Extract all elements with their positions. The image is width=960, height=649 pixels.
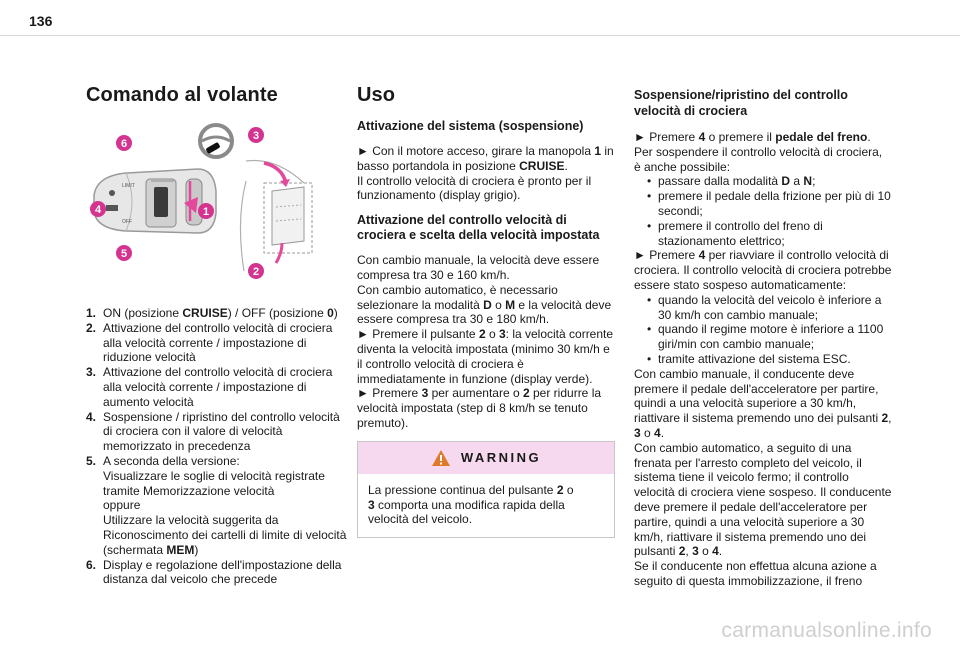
svg-text:4: 4 xyxy=(94,204,102,216)
callout-1 xyxy=(198,203,214,219)
section-title-usage: Uso xyxy=(357,84,396,106)
warning-header xyxy=(358,442,614,474)
cruise-control-figure xyxy=(86,121,348,286)
section-title-steering: Comando al volante xyxy=(86,84,278,106)
control-list xyxy=(86,306,348,587)
heading-suspend-resume: Sospensione/ripristino del controllo velocità di crociera xyxy=(634,88,848,118)
callout-2 xyxy=(248,263,264,279)
heading-activation-speed: Attivazione del controllo velocità di crociera e scelta della velocità impostata xyxy=(357,213,600,243)
svg-text:2: 2 xyxy=(252,266,260,278)
svg-text:3: 3 xyxy=(252,130,260,142)
paragraph: ► Premere 4 o premere il pedale del freno. Per sospendere il controllo velocità di crociera, è anche possibile: xyxy=(634,130,883,174)
list-item: • premere il pedale della frizione per più di 10 secondi; xyxy=(647,189,892,219)
cruise-stalk xyxy=(94,169,216,233)
svg-text:OFF: OFF xyxy=(122,219,132,225)
callout-4 xyxy=(90,201,106,217)
svg-text:6: 6 xyxy=(120,138,128,150)
svg-text:LIMIT: LIMIT xyxy=(122,183,135,189)
list-item: 3. Attivazione del controllo velocità di crociera alla velocità corrente / impostazione di aumento velocità xyxy=(86,365,333,409)
warning-title: WARNING xyxy=(460,450,542,466)
list-item: • passare dalla modalità D a N; xyxy=(647,174,892,189)
list-item: • quando il regime motore è inferiore a 1100 giri/min con cambio manuale; xyxy=(647,322,892,352)
list-item: • quando la velocità del veicolo è inferiore a 30 km/h con cambio manuale; xyxy=(647,293,892,323)
callout-3 xyxy=(248,127,264,143)
paragraph: ► Premere 4 per riavviare il controllo velocità di crociera. Il controllo velocità di crociera potrebbe essere stato sospeso automaticamente: xyxy=(634,248,892,292)
svg-text:1: 1 xyxy=(202,206,210,218)
warning-text: La pressione continua del pulsante 2 o 3 comporta una modifica rapida della velocità del veicolo. xyxy=(368,482,574,527)
warning-box xyxy=(357,441,615,538)
column-steering-control xyxy=(86,84,348,587)
warning-triangle-icon xyxy=(431,449,451,467)
list-item: • premere il controllo del freno di stazionamento elettrico; xyxy=(647,219,892,249)
list-item: 4. Sospensione / ripristino del controllo velocità di crociera con il valore di velocità memorizzato in precedenza xyxy=(86,409,340,454)
paragraph: Con cambio manuale, il conducente deve premere il pedale dell'acceleratore per partire, quindi a una velocità superiore a 30 km/h, riattivare il sistema premendo uno dei pulsanti 2, 3 o 4. Con cambio automatico, a seguito di una frenata per l'arresto completo del veicolo, il sistema tiene il veicolo fermo; il controllo velocità di crociera viene sospeso. Il conducente deve premere il pedale dell'acceleratore per partire, quindi a una velocità superiore a 30 km/h, riattivare il sistema premendo uno dei pulsanti 2, 3 o 4. Se il conducente non effettua alcuna azione a seguito di questa immobilizzazione, il freno xyxy=(634,366,892,588)
steering-wheel-icon xyxy=(200,125,232,157)
list-item: 6. Display e regolazione dell'impostazione della distanza dal veicolo che precede xyxy=(86,557,342,587)
list-item: 1. ON (posizione CRUISE) / OFF (posizione 0) xyxy=(86,306,338,320)
list-item: 2. Attivazione del controllo velocità di crociera alla velocità corrente / impostazione di riduzione velocità xyxy=(86,320,333,365)
header-rule xyxy=(0,35,960,36)
column-suspend-resume xyxy=(634,84,892,589)
heading-activation-suspension: Attivazione del sistema (sospensione) xyxy=(357,119,584,133)
page-number: 136 xyxy=(29,13,53,29)
cruise-stalk-illustration xyxy=(86,121,348,286)
auto-suspend-list xyxy=(634,293,892,367)
svg-text:5: 5 xyxy=(120,248,128,260)
stalk-rear-view xyxy=(240,160,312,271)
list-item: 5. A seconda della versione: Visualizzare le soglie di velocità registrate tramite Memorizzazione velocità oppure Utilizzare la velocità suggerita da Riconoscimento dei cartelli di limite di velocità (schermata MEM) xyxy=(86,453,347,557)
callout-6 xyxy=(116,135,132,151)
callout-5 xyxy=(116,245,132,261)
list-item: • tramite attivazione del sistema ESC. xyxy=(647,352,892,367)
paragraph: Con cambio manuale, la velocità deve essere compresa tra 30 e 160 km/h. Con cambio automatico, è necessario selezionare la modalità D o M e la velocità deve essere compresa tra 30 e 180 km/h. ► Premere il pulsante 2 o 3: la velocità corrente diventa la velocità impostata (minimo 30 km/h e il controllo velocità di crociera è immediatamente in funzione (display verde). ► Premere 3 per aumentare o 2 per ridurre la velocità impostata (step di 8 km/h se tenuto premuto). xyxy=(357,253,614,430)
suspend-options-list xyxy=(634,174,892,248)
watermark: carmanualsonline.info xyxy=(721,619,932,642)
paragraph: ► Con il motore acceso, girare la manopola 1 in basso portandola in posizione CRUISE. Il controllo velocità di crociera è pronto per il funzionamento (display grigio). xyxy=(357,144,614,203)
column-usage xyxy=(357,84,615,538)
